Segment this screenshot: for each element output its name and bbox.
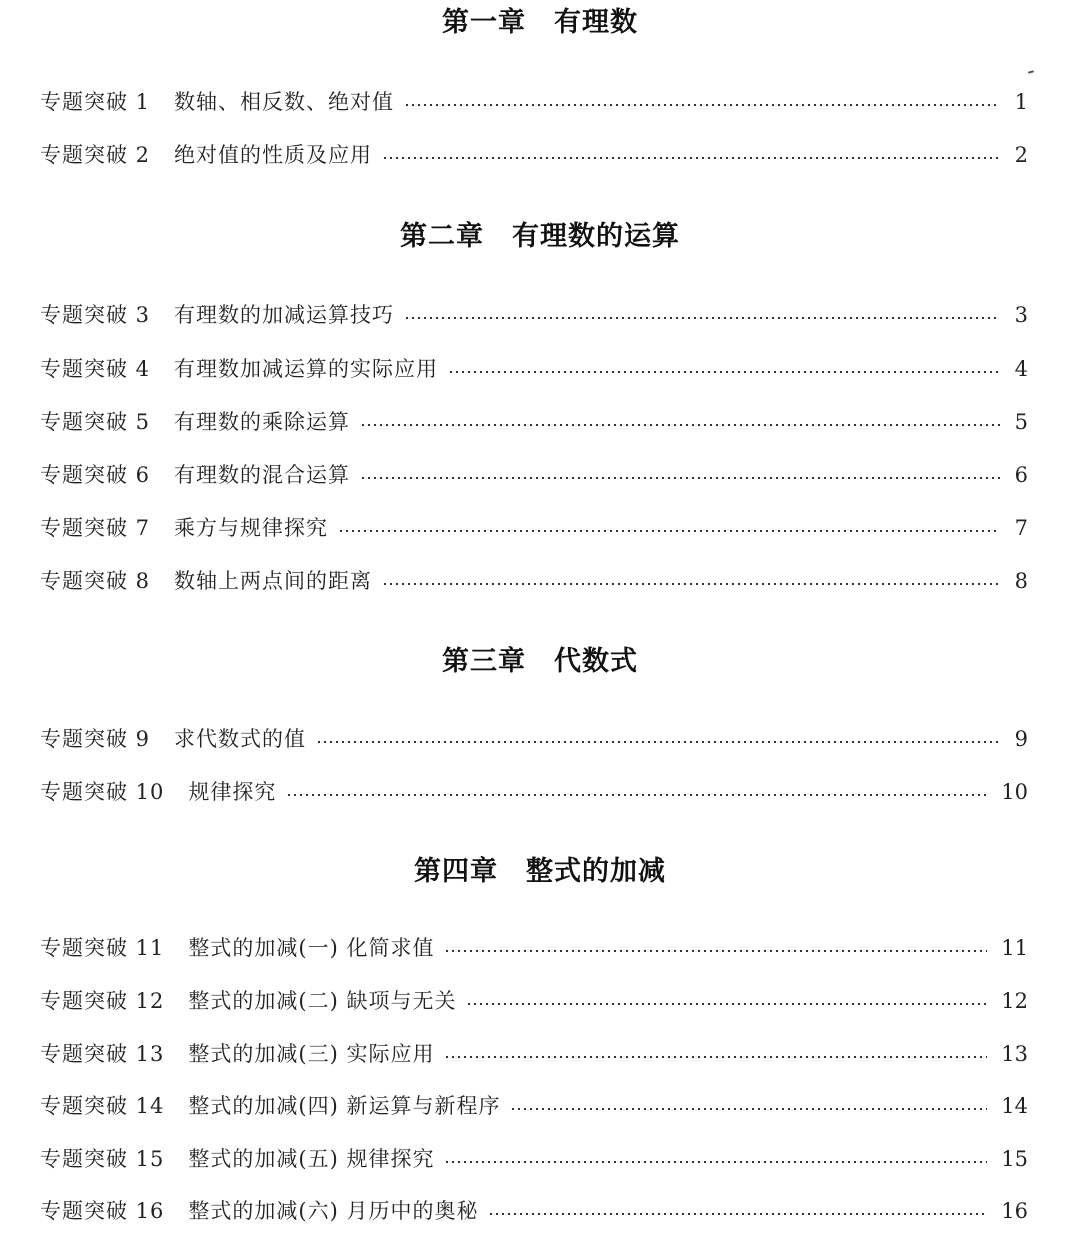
entry-page-number: 9 xyxy=(1014,727,1028,751)
toc-entry[interactable] xyxy=(40,86,1028,118)
chapter-title: 第一章 有理数 xyxy=(442,7,638,38)
entry-label: 专题突破 9 xyxy=(40,727,151,751)
entry-label: 专题突破 2 xyxy=(40,143,151,167)
entry-title: 整式的加减(一) 化简求值 xyxy=(188,936,435,960)
entry-title: 求代数式的值 xyxy=(174,727,307,751)
toc-entry[interactable] xyxy=(40,1038,1028,1070)
scan-speck xyxy=(1028,70,1034,73)
entry-title: 有理数的乘除运算 xyxy=(174,410,351,434)
entry-title: 整式的加减(三) 实际应用 xyxy=(188,1042,435,1066)
toc-entry[interactable] xyxy=(40,776,1028,808)
entry-title: 有理数的混合运算 xyxy=(174,463,351,487)
dot-leader xyxy=(510,1108,987,1110)
entry-label: 专题突破 10 xyxy=(40,780,165,804)
entry-title: 整式的加减(六) 月历中的奥秘 xyxy=(188,1199,479,1223)
entry-label: 专题突破 6 xyxy=(40,463,151,487)
dot-leader xyxy=(286,794,987,796)
entry-label: 专题突破 4 xyxy=(40,357,151,381)
entry-title: 有理数的加减运算技巧 xyxy=(174,303,395,327)
toc-entry[interactable] xyxy=(40,512,1028,544)
entry-page-number: 7 xyxy=(1014,516,1028,540)
entry-label: 专题突破 8 xyxy=(40,569,151,593)
dot-leader xyxy=(444,950,987,952)
entry-label: 专题突破 7 xyxy=(40,516,151,540)
toc-entry[interactable] xyxy=(40,1195,1028,1227)
entry-page-number: 14 xyxy=(1001,1094,1028,1118)
dot-leader xyxy=(316,741,1000,743)
dot-leader xyxy=(448,371,1000,373)
dot-leader xyxy=(404,104,1000,106)
entry-page-number: 3 xyxy=(1014,303,1028,327)
entry-page-number: 16 xyxy=(1001,1199,1028,1223)
toc-entry[interactable] xyxy=(40,406,1028,438)
entry-label: 专题突破 14 xyxy=(40,1094,165,1118)
dot-leader xyxy=(382,583,1000,585)
entry-label: 专题突破 12 xyxy=(40,989,165,1013)
entry-page-number: 12 xyxy=(1001,989,1028,1013)
entry-label: 专题突破 16 xyxy=(40,1199,165,1223)
entry-page-number: 1 xyxy=(1014,90,1028,114)
entry-title: 乘方与规律探究 xyxy=(174,516,329,540)
entry-page-number: 10 xyxy=(1001,780,1028,804)
entry-page-number: 8 xyxy=(1014,569,1028,593)
entry-label: 专题突破 15 xyxy=(40,1147,165,1171)
entry-page-number: 4 xyxy=(1014,357,1028,381)
chapter-title: 第三章 代数式 xyxy=(442,646,638,677)
entry-title: 数轴、相反数、绝对值 xyxy=(174,90,395,114)
entry-title: 绝对值的性质及应用 xyxy=(174,143,373,167)
entry-title: 有理数加减运算的实际应用 xyxy=(174,357,439,381)
entry-title: 整式的加减(四) 新运算与新程序 xyxy=(188,1094,501,1118)
entry-title: 整式的加减(五) 规律探究 xyxy=(188,1147,435,1171)
entry-label: 专题突破 1 xyxy=(40,90,151,114)
dot-leader xyxy=(444,1161,987,1163)
entry-page-number: 6 xyxy=(1014,463,1028,487)
dot-leader xyxy=(404,317,1000,319)
dot-leader xyxy=(444,1056,987,1058)
entry-title: 数轴上两点间的距离 xyxy=(174,569,373,593)
entry-page-number: 2 xyxy=(1014,143,1028,167)
dot-leader xyxy=(488,1213,987,1215)
chapter-title: 第四章 整式的加减 xyxy=(414,856,666,887)
entry-label: 专题突破 3 xyxy=(40,303,151,327)
chapter-title: 第二章 有理数的运算 xyxy=(400,221,680,252)
entry-title: 整式的加减(二) 缺项与无关 xyxy=(188,989,457,1013)
dot-leader xyxy=(466,1003,987,1005)
toc-entry[interactable] xyxy=(40,459,1028,491)
toc-entry[interactable] xyxy=(40,985,1028,1017)
entry-page-number: 15 xyxy=(1001,1147,1028,1171)
entry-page-number: 5 xyxy=(1014,410,1028,434)
toc-entry[interactable] xyxy=(40,565,1028,597)
toc-entry[interactable] xyxy=(40,353,1028,385)
toc-entry[interactable] xyxy=(40,723,1028,755)
toc-entry[interactable] xyxy=(40,299,1028,331)
dot-leader xyxy=(338,530,1000,532)
entry-page-number: 13 xyxy=(1001,1042,1028,1066)
entry-page-number: 11 xyxy=(1001,936,1028,960)
toc-entry[interactable] xyxy=(40,1090,1028,1122)
toc-entry[interactable] xyxy=(40,1143,1028,1175)
dot-leader xyxy=(382,157,1000,159)
entry-label: 专题突破 5 xyxy=(40,410,151,434)
entry-title: 规律探究 xyxy=(188,780,277,804)
dot-leader xyxy=(360,477,1000,479)
entry-label: 专题突破 11 xyxy=(40,936,165,960)
entry-label: 专题突破 13 xyxy=(40,1042,165,1066)
dot-leader xyxy=(360,424,1000,426)
toc-entry[interactable] xyxy=(40,139,1028,171)
toc-entry[interactable] xyxy=(40,932,1028,964)
